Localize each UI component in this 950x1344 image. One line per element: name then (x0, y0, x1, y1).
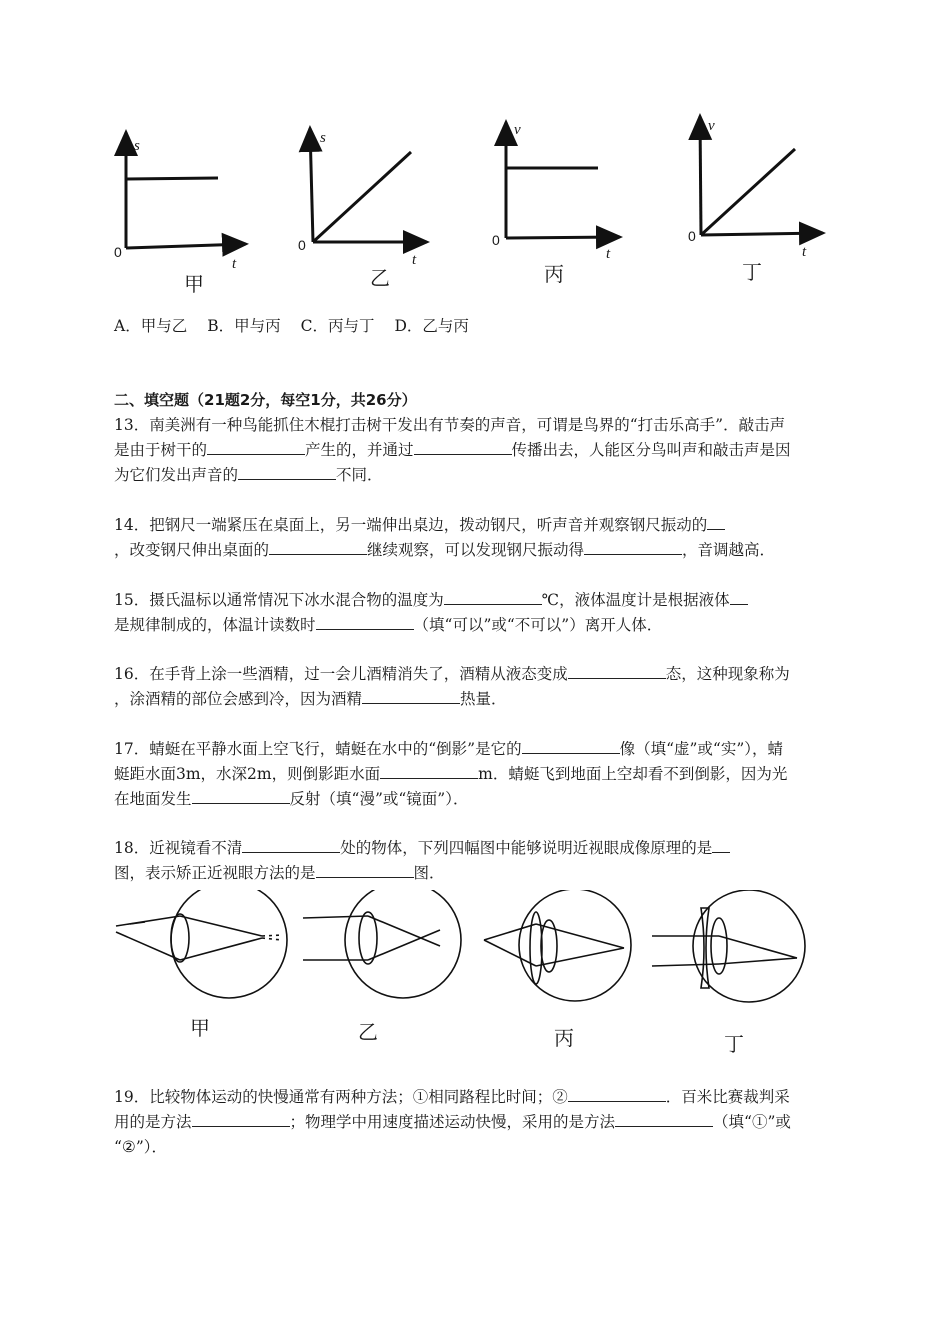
graph-jia-label: 甲 (184, 272, 204, 296)
q17-line1: 17．蜻蜓在平静水面上空飞行，蜻蜓在水中的“倒影”是它的 像（填“虚”或“实”），蜻 (114, 737, 783, 761)
graph-jia-origin: 0 (114, 244, 122, 260)
q12-options (114, 314, 469, 338)
eye-ding-label: 丁 (724, 1032, 744, 1056)
q13-line1: 13．南美洲有一种鸟能抓住木棍打击树干发出有节奏的声音，可谓是鸟界的“打击乐高手”．敲击声 (114, 416, 786, 434)
graph-bing-origin: 0 (492, 232, 500, 248)
q14-line2: ，改变钢尺伸出桌面的 继续观察，可以发现钢尺振动得 ，音调越高． (114, 538, 775, 562)
answer-blank (316, 861, 414, 878)
graph-yi-label: 乙 (370, 266, 390, 290)
answer-blank (380, 762, 478, 779)
graph-ding-x-label: t (802, 244, 807, 260)
answer-blank (444, 588, 542, 605)
answer-blank (522, 737, 620, 754)
graph-yi-x-label: t (412, 252, 417, 268)
q14-line1: 14．把钢尺一端紧压在桌面上，另一端伸出桌边，拨动钢尺，听声音并观察钢尺振动的 (114, 513, 725, 537)
option-c: C．丙与丁 (300, 317, 375, 335)
graph-bing-y-label: v (514, 122, 521, 138)
answer-blank (362, 687, 460, 704)
eye-bing (484, 890, 631, 1001)
graph-ding (700, 116, 823, 235)
graph-ding-label: 丁 (742, 260, 762, 284)
answer-blank (207, 438, 305, 455)
q17-line3: 在地面发生 反射（填“漫”或“镜面”）． (114, 787, 468, 811)
q17-line2: 蜓距水面3m，水深2m，则倒影距水面 m．蜻蜓飞到地面上空却看不到倒影，因为光 (114, 762, 787, 786)
answer-blank (242, 836, 340, 853)
q19-line3: “②”）． (114, 1138, 167, 1156)
eye-bing-label: 丙 (554, 1026, 574, 1050)
graph-yi (310, 128, 427, 242)
option-a: A．甲与乙 (114, 317, 188, 335)
eye-jia (116, 890, 287, 998)
answer-blank (192, 1110, 290, 1127)
q15-line2: 是规律制成的，体温计读数时 （填“可以”或“不可以”）离开人体． (114, 613, 662, 637)
eye-yi (303, 890, 461, 998)
q13-line3: 为它们发出声音的 不同． (114, 463, 383, 487)
graph-bing-x-label: t (606, 246, 611, 262)
option-d: D．乙与丙 (394, 317, 469, 335)
q13-line2: 是由于树干的 产生的，并通过 传播出去，人能区分鸟叫声和敲击声是因 (114, 438, 791, 462)
answer-blank (707, 513, 725, 530)
answer-blank (712, 836, 730, 853)
q16-line2: ，涂酒精的部位会感到冷，因为酒精 热量． (114, 687, 507, 711)
graph-yi-y-label: s (320, 130, 326, 146)
answer-blank (269, 538, 367, 555)
answer-blank (730, 588, 748, 605)
eye-yi-label: 乙 (358, 1020, 378, 1044)
q18-line2: 图，表示矫正近视眼方法的是 图． (114, 861, 445, 885)
answer-blank (192, 787, 290, 804)
q19-line1: 19．比较物体运动的快慢通常有两种方法；①相同路程比时间；② ．百米比赛裁判采 (114, 1085, 790, 1109)
q15-line1: 15．摄氏温标以通常情况下冰水混合物的温度为 ℃，液体温度计是根据液体 (114, 588, 748, 612)
answer-blank (584, 538, 682, 555)
q16-line1: 16．在手背上涂一些酒精，过一会儿酒精消失了，酒精从液态变成 态，这种现象称为 (114, 662, 790, 686)
q18-line1: 18．近视镜看不清 处的物体，下列四幅图中能够说明近视眼成像原理的是 (114, 836, 730, 860)
graph-jia (126, 132, 246, 248)
eye-jia-label: 甲 (190, 1016, 210, 1040)
graph-bing-label: 丙 (544, 262, 564, 286)
graph-bing (506, 122, 620, 238)
option-b: B．甲与丙 (207, 317, 281, 335)
graph-yi-origin: 0 (298, 237, 306, 253)
answer-blank (615, 1110, 713, 1127)
answer-blank (414, 438, 512, 455)
answer-blank (316, 613, 414, 630)
answer-blank (568, 662, 666, 679)
motion-graphs (0, 0, 950, 300)
graph-ding-y-label: v (708, 118, 715, 134)
q19-line2: 用的是方法 ；物理学中用速度描述运动快慢，采用的是方法 （填“①”或 (114, 1110, 791, 1134)
eye-diagrams (0, 890, 950, 1060)
graph-ding-origin: 0 (688, 228, 696, 244)
graph-jia-x-label: t (232, 256, 237, 272)
graph-jia-y-label: s (134, 138, 140, 154)
answer-blank (568, 1085, 666, 1102)
section-title: 二、填空题（21题2分，每空1分，共26分） (114, 391, 417, 409)
answer-blank (238, 463, 336, 480)
eye-ding (652, 890, 805, 1002)
